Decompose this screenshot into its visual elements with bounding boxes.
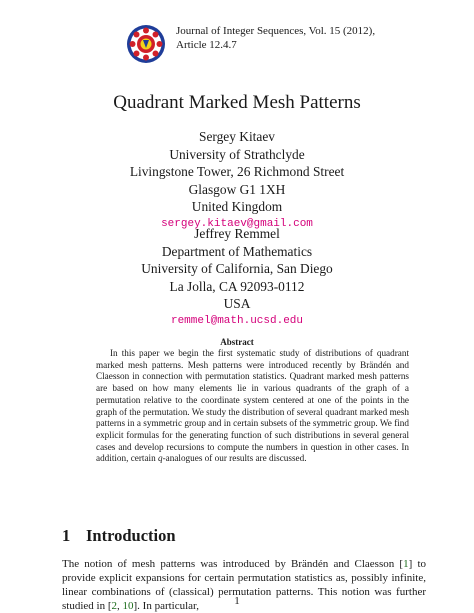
paper-title: Quadrant Marked Mesh Patterns [113, 92, 361, 113]
author-affiliation-line: University of Strathclyde [169, 146, 305, 162]
abstract-q-symbol: q [158, 453, 163, 464]
author-block-2 [0, 225, 474, 330]
citation-link[interactable]: 2 [111, 600, 117, 612]
author-email-link[interactable]: remmel@math.ucsd.edu [170, 314, 304, 327]
author-affiliation-line: La Jolla, CA 92093-0112 [169, 278, 305, 294]
author-affiliation-line: United Kingdom [191, 199, 283, 214]
author-name: Jeffrey Remmel [194, 226, 280, 241]
author-name: Sergey Kitaev [199, 129, 275, 144]
author-affiliation-line: University of California, San Diego [141, 261, 333, 276]
author-affiliation-line: USA [223, 296, 251, 311]
author-block-1 [0, 128, 474, 233]
abstract-body [96, 348, 409, 465]
intro-text: The notion of mesh patterns was introduced by Brändén and Claesson [ [62, 558, 404, 570]
citation-link[interactable]: 1 [403, 558, 409, 570]
journal-citation-line1: Journal of Integer Sequences, Vol. 15 (2012), [176, 25, 376, 37]
journal-citation-line2: Article 12.4.7 [176, 39, 237, 51]
abstract-text-end: -analogues of our results are discussed. [162, 453, 307, 464]
citation-link[interactable]: 10 [122, 600, 134, 612]
page-number: 1 [234, 595, 240, 607]
intro-text: , [117, 600, 123, 612]
abstract-heading: Abstract [220, 337, 254, 347]
abstract-text: In this paper we begin the first systematic study of distributions of quadrant marked mesh patterns. Mesh patterns were introduced recently by Brändén and Claesson in connection with permutation statistics. Quadrant marked mesh patterns are based on how many elements lie in various quadrants of the graph of a permutation relative to the coordinate system centered at one of the points in the graph of the permutation. We study the distribution of several quadrant marked mesh patterns in a symmetric group and in certain subsets of the symmetric group. We find explicit formulas for the generating function of such distributions in several general cases and develop recursions to compute the numbers in question in other cases. In addition, certain [96, 348, 409, 464]
section-title: Introduction [86, 526, 176, 545]
abstract-paragraph [96, 348, 409, 465]
author-affiliation-line: Glasgow G1 1XH [188, 181, 286, 197]
section-heading [62, 526, 176, 546]
journal-logo-icon [126, 24, 166, 64]
author-affiliation-line: Department of Mathematics [161, 243, 313, 259]
intro-text: ]. In particular, [133, 600, 200, 612]
section-number: 1 [62, 526, 71, 545]
author-email-link[interactable]: sergey.kitaev@gmail.com [161, 217, 313, 230]
journal-header [176, 24, 474, 52]
intro-text: ] to provide explicit expansions for certain permutation statistics as, possibly infinite, linear combinations of (classical) permutation patterns. This notion was further studied in [ [62, 558, 426, 612]
author-affiliation-line: Livingstone Tower, 26 Richmond Street [129, 164, 345, 179]
